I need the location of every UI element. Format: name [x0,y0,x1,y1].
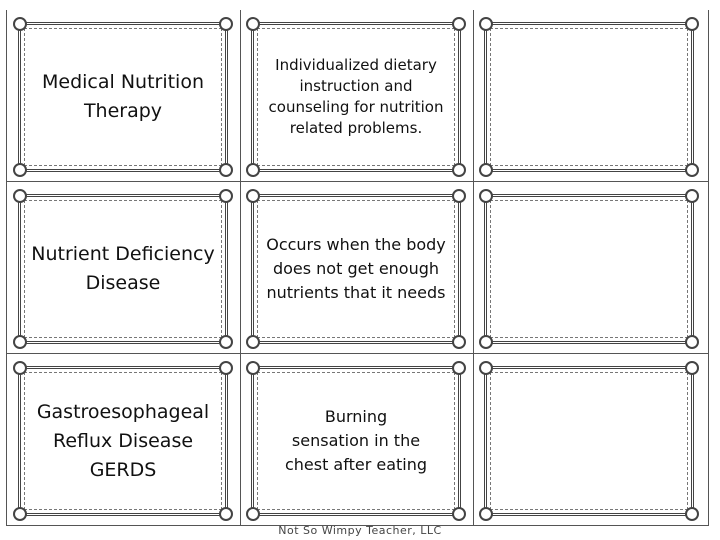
term-text: Gastroesophageal Reflux Disease GERDS [36,400,210,481]
corner-ornament [685,189,699,203]
blank-card-2 [484,194,694,344]
row-divider [7,353,708,354]
corner-ornament [685,507,699,521]
corner-ornament [479,335,493,349]
corner-ornament [685,335,699,349]
corner-ornament [479,17,493,31]
term-text: Nutrient Deficiency Disease [31,243,215,294]
term-card-2 [18,194,228,344]
blank-card-1 [484,22,694,172]
blank-card-3 [484,366,694,516]
term-card-1 [18,22,228,172]
definition-text: Occurs when the body does not get enough nutrients that it needs [266,235,446,302]
corner-ornament [479,507,493,521]
corner-ornament [685,361,699,375]
column-divider [240,10,241,525]
term-text: Medical Nutrition Therapy [41,71,205,122]
copyright-footer: Not So Wimpy Teacher, LLC [278,524,442,537]
definition-card-2 [251,194,461,344]
term-card-3 [18,366,228,516]
row-divider [7,181,708,182]
corner-ornament [685,17,699,31]
corner-ornament [479,361,493,375]
corner-ornament [479,189,493,203]
definition-text: Burning sensation in the chest after eating [284,407,428,474]
definition-text: Individualized dietary instruction and counseling for nutrition related problems. [268,56,444,137]
corner-ornament [479,163,493,177]
column-divider [473,10,474,525]
corner-ornament [685,163,699,177]
definition-card-1 [251,22,461,172]
definition-card-3 [251,366,461,516]
